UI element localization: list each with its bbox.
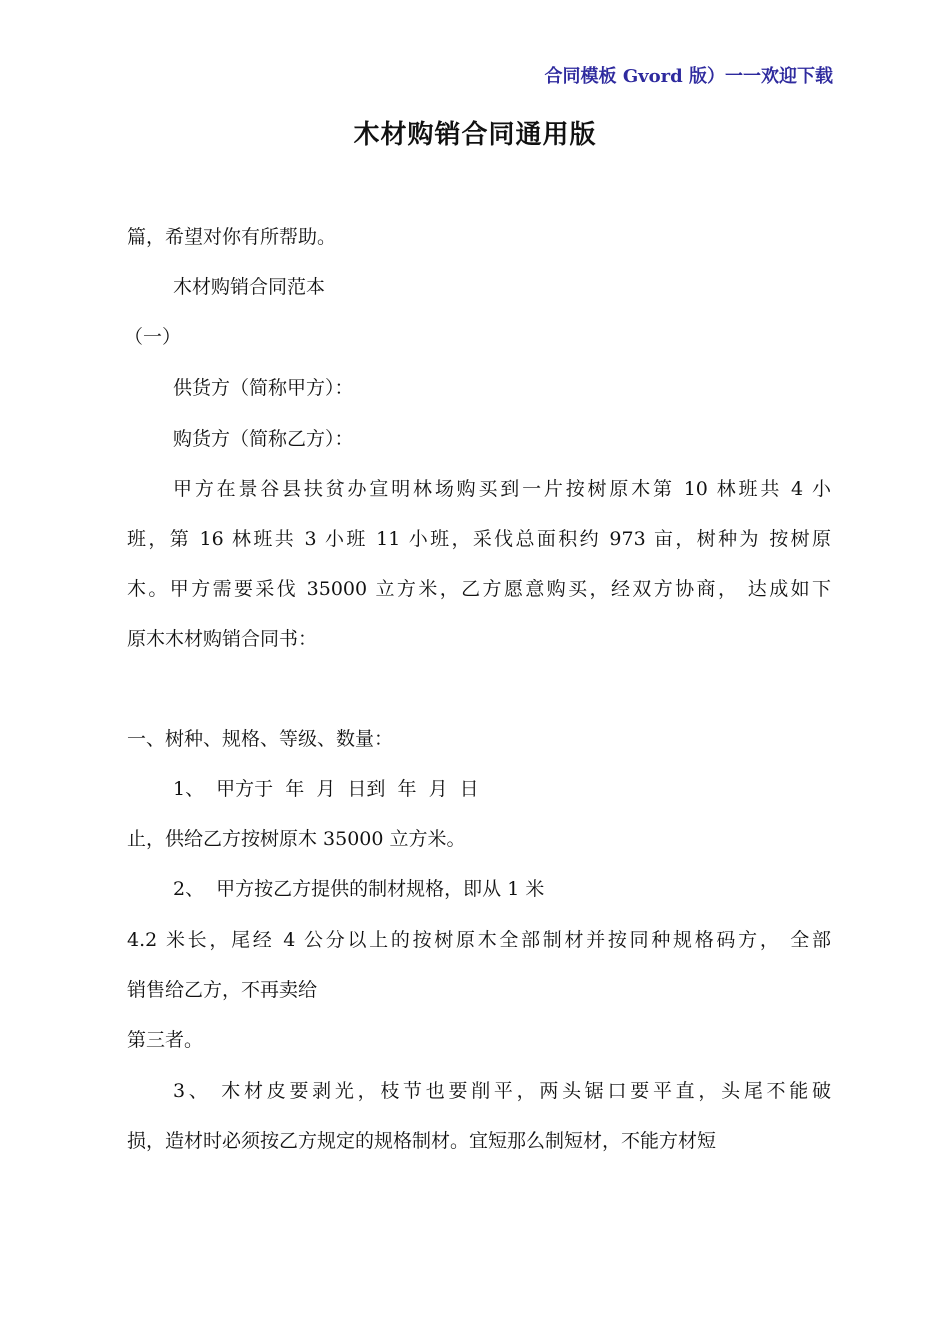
supplier-line: 供货方（简称甲方）： [173,377,354,399]
document-header: 合同模板 Gvord 版）一一欢迎下载 [544,66,833,87]
clause-item: 1、 甲方于 年 月 日到 年 月 日 [173,778,479,800]
clause-item: 2、 甲方按乙方提供的制材规格，即从 1 米 [173,878,545,900]
text-line: 第三者。 [127,1029,204,1051]
section-heading: 一、树种、规格、等级、数量： [127,728,394,750]
clause-item: 3、 木材皮要剥光，枝节也要削平，两头锯口要平直，头尾不能破 [173,1080,831,1102]
text-line: 4.2 米长，尾经 4 公分以上的按树原木全部制材并按同种规格码方， 全部 [127,929,831,951]
text-line: 篇，希望对你有所帮助。 [127,226,337,248]
text-line: 止，供给乙方按树原木 35000 立方米。 [127,828,466,850]
document-title: 木材购销合同通用版 [353,120,597,150]
text-line: 木。甲方需要采伐 35000 立方米，乙方愿意购买，经双方协商， 达成如下 [127,578,831,600]
buyer-line: 购货方（简称乙方）： [173,428,354,450]
text-line: 原木木材购销合同书： [127,628,318,650]
text-line: 损，造材时必须按乙方规定的规格制材。宜短那么制短材，不能方材短 [127,1130,717,1152]
text-line: 销售给乙方，不再卖给 [127,979,318,1001]
text-line: 甲方在景谷县扶贫办宣明林场购买到一片按树原木第 10 林班共 4 小 [173,478,831,500]
text-line: 班，第 16 林班共 3 小班 11 小班，采伐总面积约 973 亩，树种为 按树原 [127,528,831,550]
text-line: 木材购销合同范本 [173,276,326,298]
section-marker: （一） [124,326,182,348]
